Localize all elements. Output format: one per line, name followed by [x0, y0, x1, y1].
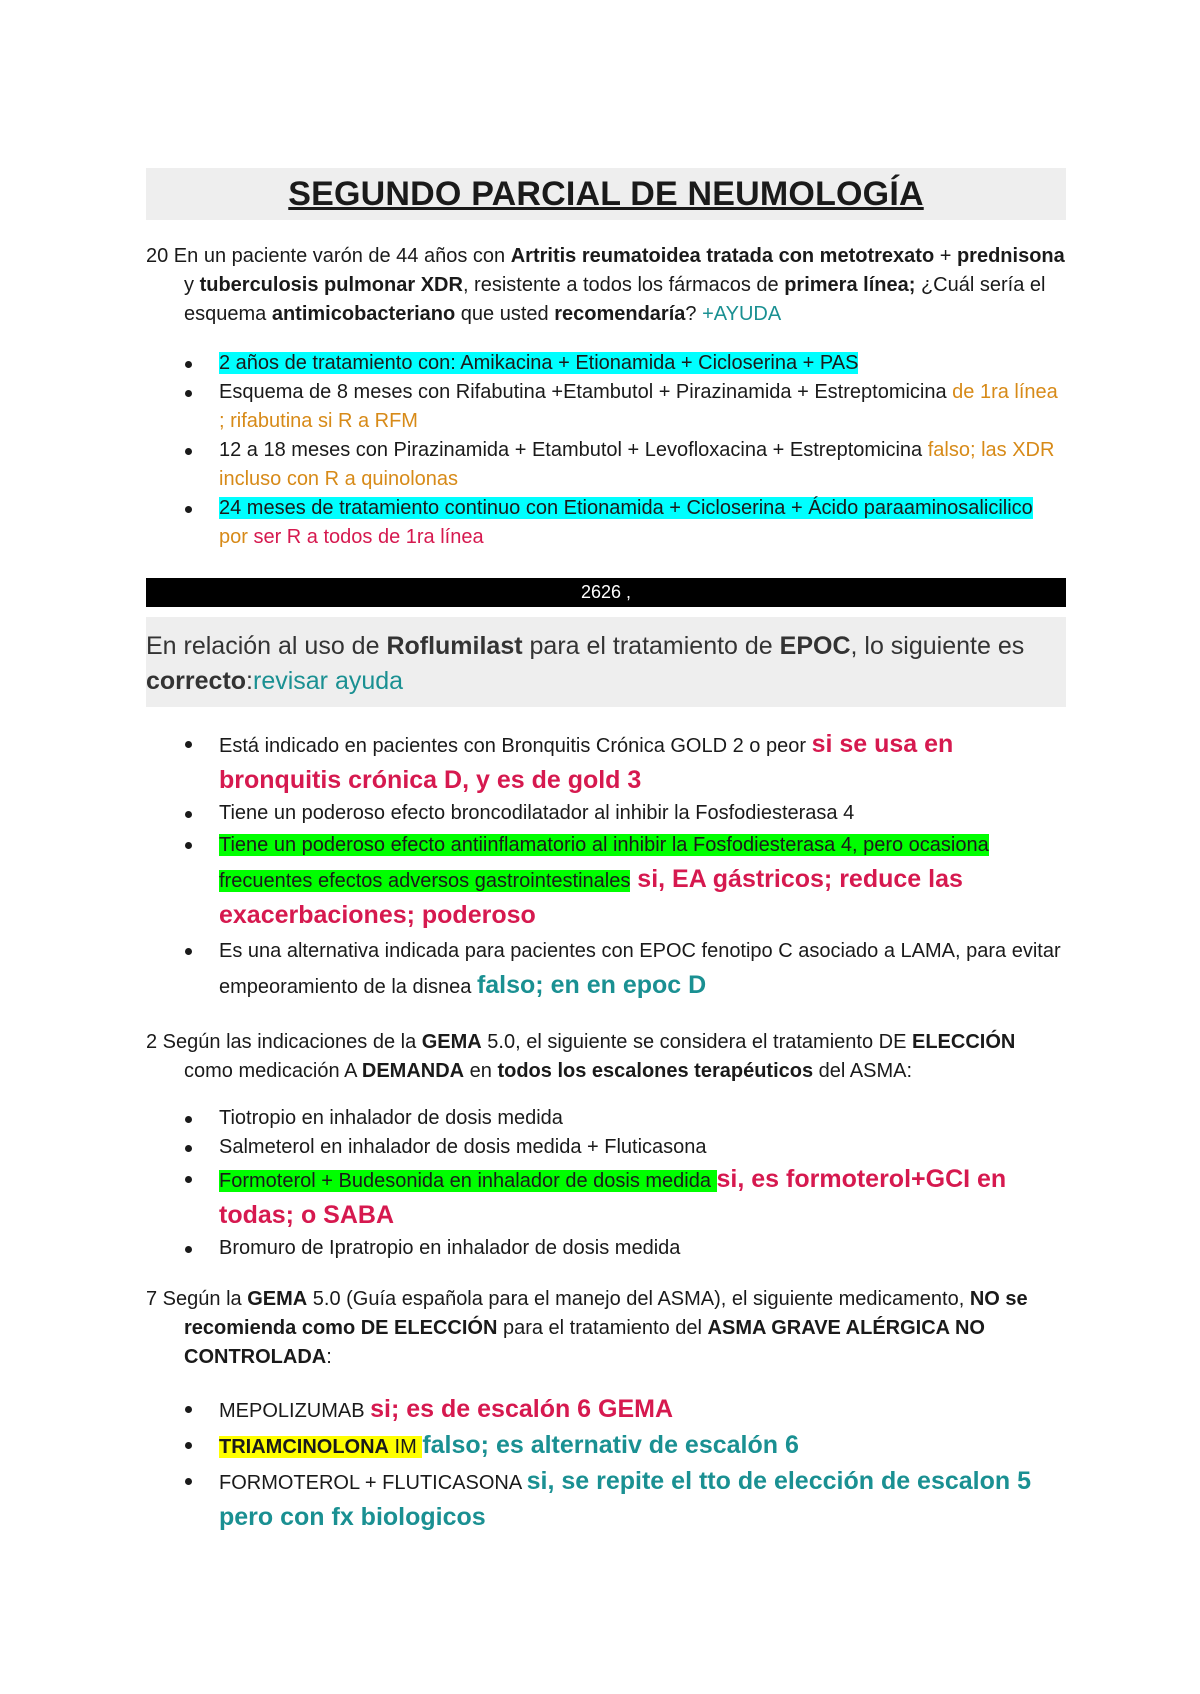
answer-note: si, EA gástricos; reduce las exacerbaciones; poderoso	[219, 865, 963, 929]
list-item	[146, 1428, 1066, 1464]
answer-note: si se usa en bronquitis crónica D, y es de gold 3	[219, 730, 954, 794]
q2-text: para el tratamiento de	[522, 632, 780, 660]
q1-text: ?	[685, 303, 703, 325]
q3-text: 5.0, el siguiente se considera el tratamiento DE	[481, 1031, 912, 1053]
q1-text: que usted	[455, 303, 555, 325]
question-4-stem	[146, 1285, 1066, 1372]
list-item	[146, 727, 1066, 799]
list-item	[146, 1133, 1066, 1162]
q1-bold: antimicobacteriano	[271, 303, 456, 325]
list-item	[146, 1162, 1066, 1234]
q2-text: , lo siguiente es	[850, 632, 1025, 660]
question-1-stem	[146, 242, 1066, 329]
q3-text: en	[464, 1060, 498, 1082]
q2-text: En relación al uso de	[146, 632, 387, 660]
answer-note: de 1ra línea ; rifabutina si R a RFM	[219, 381, 1058, 432]
question-3-options	[146, 1104, 1066, 1263]
q3-text: como medicación A	[184, 1060, 362, 1082]
answer-note: por	[219, 526, 248, 548]
answer-note: falso; en en epoc D	[476, 971, 707, 999]
q4-text: 7 Según la	[146, 1288, 248, 1310]
q1-text: y	[184, 274, 200, 296]
answer-note: ser R a todos de 1ra línea	[247, 526, 484, 548]
q3-text: 2 Según las indicaciones de la	[146, 1031, 422, 1053]
q4-bold: NO se recomienda como DE ELECCIÓN	[184, 1288, 1028, 1339]
option-text: IM	[388, 1436, 423, 1458]
list-item	[146, 1464, 1066, 1536]
answer-note: falso; las XDR incluso con R a quinolonas	[219, 439, 1055, 490]
q1-bold: prednisona	[956, 245, 1065, 267]
q3-bold: DEMANDA	[361, 1060, 465, 1082]
divider-label: 2626 ,	[580, 582, 632, 602]
q4-text: 5.0 (Guía española para el manejo del ASMA), el siguiente medicamento,	[307, 1288, 970, 1310]
list-item	[146, 828, 1066, 934]
q1-bold: recomendaría	[554, 303, 686, 325]
question-1-options	[146, 349, 1066, 552]
question-2-stem	[146, 617, 1066, 707]
option-text: Tiene un poderoso efecto broncodilatador al inhibir la Fosfodiesterasa 4	[219, 802, 855, 824]
list-item	[146, 494, 1066, 552]
option-text: Formoterol + Budesonida en inhalador de dosis medida	[219, 1170, 717, 1192]
q1-text: 20 En un paciente varón de 44 años con	[146, 245, 511, 267]
q1-text: +	[934, 245, 957, 267]
answer-note: si, se repite el tto de elección de escalon 5 pero con fx biologicos	[219, 1467, 1032, 1531]
q1-text: , resistente a todos los fármacos de	[462, 274, 785, 296]
q1-bold: primera línea;	[784, 274, 916, 296]
q3-bold: todos los escalones terapéuticos	[497, 1060, 814, 1082]
q1-bold: tuberculosis pulmonar XDR	[199, 274, 463, 296]
list-item	[146, 1392, 1066, 1428]
option-text: Está indicado en pacientes con Bronquitis Crónica GOLD 2 o peor	[219, 735, 812, 757]
option-text: 24 meses de tratamiento continuo con Etionamida + Cicloserina + Ácido paraaminosalicilico	[219, 497, 1033, 519]
q2-bold: Roflumilast	[386, 632, 523, 660]
question-2-options	[146, 727, 1066, 1004]
help-link[interactable]: revisar ayuda	[253, 667, 404, 695]
option-text: Esquema de 8 meses con Rifabutina +Etambutol + Pirazinamida + Estreptomicina	[219, 381, 947, 403]
q4-bold: GEMA	[247, 1288, 308, 1310]
q3-bold: ELECCIÓN	[911, 1031, 1016, 1053]
help-link[interactable]: +AYUDA	[702, 303, 782, 325]
q1-bold: Artritis reumatoidea tratada con metotrexato	[510, 245, 935, 267]
title-box	[146, 168, 1066, 220]
q3-bold: GEMA	[421, 1031, 482, 1053]
q3-text: del ASMA:	[813, 1060, 913, 1082]
option-text: TRIAMCINOLONA	[219, 1436, 389, 1458]
list-item	[146, 436, 1066, 494]
q2-text: :	[246, 667, 253, 695]
option-text: Salmeterol en inhalador de dosis medida + Fluticasona	[219, 1136, 707, 1158]
q4-text: para el tratamiento del	[497, 1317, 708, 1339]
option-text: Tiotropio en inhalador de dosis medida	[219, 1107, 563, 1129]
q4-text: :	[326, 1346, 332, 1368]
section-divider-bar	[146, 578, 1066, 607]
document-page	[146, 168, 1066, 1536]
answer-note: falso; es alternativ de escalón 6	[422, 1431, 799, 1459]
list-item	[146, 349, 1066, 378]
page-title: SEGUNDO PARCIAL DE NEUMOLOGÍA	[288, 174, 924, 213]
list-item	[146, 1234, 1066, 1263]
q2-bold: correcto	[146, 667, 247, 695]
list-item	[146, 934, 1066, 1004]
option-text: Bromuro de Ipratropio en inhalador de dosis medida	[219, 1237, 681, 1259]
option-text: 2 años de tratamiento con: Amikacina + Etionamida + Cicloserina + PAS	[219, 352, 859, 374]
option-text: 12 a 18 meses con Pirazinamida + Etambutol + Levofloxacina + Estreptomicina	[219, 439, 923, 461]
list-item	[146, 378, 1066, 436]
question-3-stem	[146, 1028, 1066, 1086]
answer-note: si; es de escalón 6 GEMA	[370, 1395, 674, 1423]
option-text: FORMOTEROL + FLUTICASONA	[219, 1472, 527, 1494]
question-4-options	[146, 1392, 1066, 1536]
list-item	[146, 1104, 1066, 1133]
list-item	[146, 799, 1066, 828]
answer-note: si, es formoterol+GCI en todas; o SABA	[219, 1165, 1007, 1229]
q4-bold: ASMA GRAVE ALÉRGICA NO CONTROLADA	[184, 1317, 985, 1368]
q1-text: ¿Cuál sería el esquema	[184, 274, 1046, 325]
option-text: Tiene un poderoso efecto antiinflamatorio al inhibir la Fosfodiesterasa 4, pero ocasiona frecuentes efectos adversos gastrointestinales	[219, 834, 989, 892]
option-text: MEPOLIZUMAB	[219, 1400, 371, 1422]
option-text: Es una alternativa indicada para pacientes con EPOC fenotipo C asociado a LAMA, para evitar empeoramiento de la disnea	[219, 940, 1061, 998]
q2-bold: EPOC	[779, 632, 851, 660]
